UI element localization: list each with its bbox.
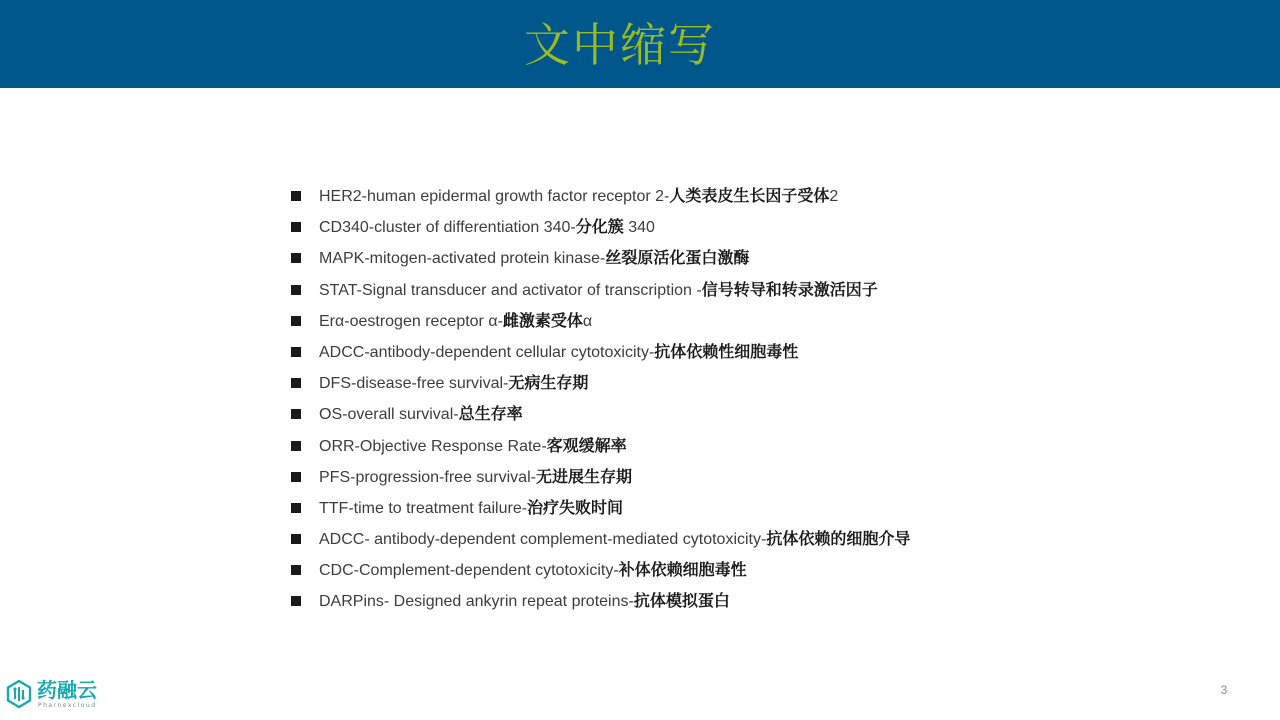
- abbreviation-term: CDC-Complement-dependent cytotoxicity-: [319, 562, 619, 580]
- list-item: [290, 555, 910, 586]
- abbreviation-meaning: 无病生存期: [508, 375, 589, 393]
- logo-hexagon-icon: [6, 680, 32, 708]
- abbreviation-meaning: 信号转导和转录激活因子: [701, 281, 878, 299]
- logo-name: 药融云: [37, 678, 97, 702]
- list-item: [290, 212, 910, 243]
- abbreviation-meaning: 抗体依赖的细胞介导: [766, 531, 911, 549]
- logo-subtitle: Pharnexcloud: [38, 702, 97, 709]
- list-item: [290, 524, 910, 555]
- abbreviation-meaning: 治疗失败时间: [527, 499, 624, 517]
- abbreviation-term: TTF-time to treatment failure-: [319, 499, 528, 517]
- square-bullet-icon: [291, 222, 301, 232]
- square-bullet-icon: [291, 534, 301, 544]
- list-item: [290, 586, 910, 617]
- square-bullet-icon: [291, 565, 301, 575]
- abbreviation-suffix: 2: [829, 188, 839, 205]
- abbreviation-term: DFS-disease-free survival-: [319, 375, 509, 393]
- abbreviation-meaning: 补体依赖细胞毒性: [618, 562, 747, 580]
- list-item: [290, 462, 910, 493]
- abbreviation-term: ADCC- antibody-dependent complement-mediated cytotoxicity-: [319, 531, 767, 549]
- abbreviation-term: HER2-human epidermal growth factor receptor 2-: [319, 188, 670, 205]
- abbreviation-meaning: 总生存率: [458, 406, 523, 424]
- abbreviation-list: [290, 181, 910, 618]
- list-item: [290, 337, 910, 368]
- abbreviation-term: ORR-Objective Response Rate-: [319, 437, 547, 455]
- abbreviation-suffix: α: [582, 312, 593, 330]
- list-item: [290, 181, 910, 212]
- list-item: [290, 493, 910, 524]
- square-bullet-icon: [291, 191, 301, 201]
- abbreviation-meaning: 分化簇: [575, 219, 624, 237]
- abbreviation-term: OS-overall survival-: [319, 406, 459, 424]
- list-item: [290, 275, 910, 306]
- list-item: [290, 399, 910, 430]
- abbreviation-term: Erα-oestrogen receptor α-: [319, 312, 503, 330]
- square-bullet-icon: [291, 409, 301, 419]
- square-bullet-icon: [291, 316, 301, 326]
- square-bullet-icon: [291, 378, 301, 388]
- abbreviation-term: ADCC-antibody-dependent cellular cytotoxicity-: [319, 343, 655, 361]
- abbreviation-term: CD340-cluster of differentiation 340-: [319, 219, 576, 237]
- abbreviation-term: STAT-Signal transducer and activator of transcription -: [319, 281, 702, 299]
- abbreviation-meaning: 人类表皮生长因子受体: [669, 188, 830, 205]
- abbreviation-meaning: 雌激素受体: [502, 312, 583, 330]
- company-logo: [6, 678, 106, 712]
- list-item: [290, 368, 910, 399]
- abbreviation-meaning: 客观缓解率: [546, 437, 627, 455]
- abbreviation-term: MAPK-mitogen-activated protein kinase-: [319, 250, 606, 268]
- abbreviation-meaning: 丝裂原活化蛋白激酶: [605, 250, 750, 268]
- square-bullet-icon: [291, 503, 301, 513]
- square-bullet-icon: [291, 472, 301, 482]
- slide-title: 文中缩写: [524, 18, 716, 72]
- abbreviation-meaning: 抗体依赖性细胞毒性: [654, 343, 799, 361]
- list-item: [290, 431, 910, 462]
- list-item: [290, 306, 910, 337]
- page-number: 3: [1220, 683, 1228, 697]
- abbreviation-term: DARPins- Designed ankyrin repeat proteins-: [319, 593, 634, 611]
- square-bullet-icon: [291, 253, 301, 263]
- square-bullet-icon: [291, 441, 301, 451]
- abbreviation-term: PFS-progression-free survival-: [319, 468, 536, 486]
- square-bullet-icon: [291, 285, 301, 295]
- abbreviation-meaning: 无进展生存期: [535, 468, 632, 486]
- square-bullet-icon: [291, 347, 301, 357]
- list-item: [290, 243, 910, 274]
- abbreviation-suffix: 340: [623, 219, 655, 237]
- abbreviation-meaning: 抗体模拟蛋白: [633, 593, 730, 611]
- square-bullet-icon: [291, 596, 301, 606]
